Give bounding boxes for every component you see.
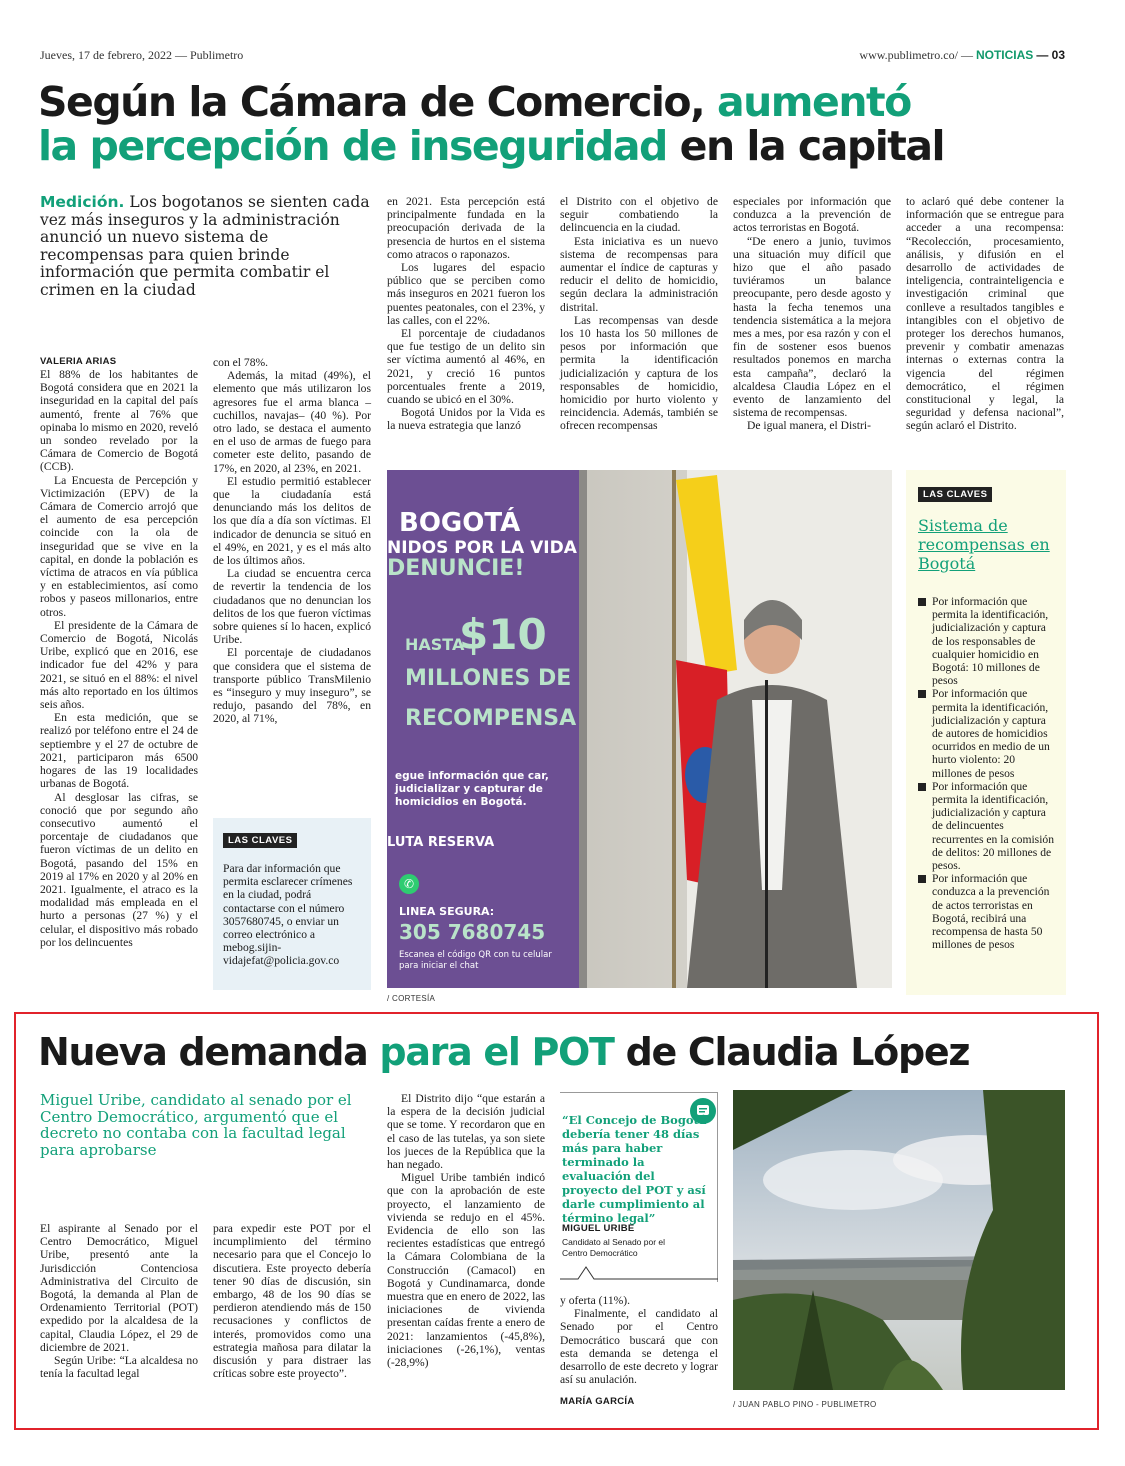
pull-quote-text: “El Concejo de Bogotá debería tener 48 días más para haber terminado la evaluación del proyecto del POT y así darle cumplimiento al término legal” — [562, 1113, 707, 1225]
keys-box-contact — [213, 818, 371, 990]
banner-info: egue información que car, judicializar y capturar de homicidios en Bogotá. — [395, 770, 549, 808]
keys-contact-text: Para dar información que permita esclarecer crímenes en la ciudad, podrá contactarse con el número 3057680745, o enviar un correo electrónico a mebog.sijin-vidajefat@policia.gov.co — [223, 862, 353, 968]
keys-tag: LAS CLAVES — [223, 833, 297, 848]
section-name: NOTICIAS — [975, 48, 1034, 62]
photo1-credit: / CORTESÍA — [387, 994, 436, 1003]
article1-byline: VALERIA ARIAS — [40, 356, 117, 367]
site-url: www.publimetro.co/ — — [859, 48, 973, 62]
banner-phone: 305 7680745 — [399, 920, 546, 944]
article1-col3: en 2021. Esta percepción está principalmente fundada en la preocupación derivada de la presencia de hurtos en el sistema como atracos o raponazos. Los lugares del espacio público que se perciben como más inseguros en 2021 fueron los puentes peatonales, con el 23%, y las calles, con el 22%. El porcentaje de ciudadanos que fue testigo de un delito sin ser víctima aumentó al 46%, en 2021, y creció 16 puntos porcentuales frente a 2019, cuando se ubicó en el 30%. Bogotá Unidos por la Vida es la nueva estrategia que lanzó — [387, 195, 545, 433]
photo-bogota-scene — [733, 1090, 1065, 1390]
page-number: — 03 — [1036, 48, 1065, 62]
whatsapp-icon: ✆ — [399, 874, 419, 894]
article2-col2: para expedir este POT por el incumplimiento del término necesario para que el Concejo lo discutiera. Este proyecto debería tener 90 días de discusión, sin embargo, 48 de los 90 días se perdieron atendiendo más de 150 recusaciones y conflictos de interés, promovidos como una estrategia mañosa para dilatar la discusión y para distraer las críticas sobre este proyecto”. — [213, 1222, 371, 1381]
article2-byline: MARÍA GARCÍA — [560, 1396, 635, 1407]
banner-title: BOGOTÁ — [399, 508, 521, 538]
article1-deck: Medición. Los bogotanos se sienten cada vez más inseguros y la administración anunció un nuevo sistema de recompensas para quien brinde información que permita combatir el crimen en la ciudad — [40, 193, 370, 299]
rewards-list — [918, 595, 1054, 951]
rewards-item: Por información que permita la identificación, judicialización y captura de los responsables de cualquier homicidio en Bogotá: 10 millones de pesos — [918, 595, 1054, 687]
banner-amount: $10 — [459, 610, 547, 659]
pull-quote-box — [560, 1092, 718, 1282]
page-date-line: Jueves, 17 de febrero, 2022 — Publimetro — [40, 48, 244, 62]
article1-col6: to aclaró qué debe contener la información que se entregue para acceder a una recompensa: “Recolección, procesamiento, análisis, y difusión en el desarrollo de actividades de inteligencia, contrainteligencia e investigación criminal que conlleve a resultados tangibles e intangibles con el objetivo de proteger los derechos humanos, prevenir y combatir amenazas internas o externas contra la vigencia del régimen democrático, el régimen constitucional y legal, la seguridad y defensa nacional”, según aclaró el Distrito. — [906, 195, 1064, 433]
banner-reserva: LUTA RESERVA — [387, 835, 495, 850]
article1-col1: El 88% de los habitantes de Bogotá considera que en 2021 la inseguridad en la capital del país aumentó, frente al 76% que opinaba lo mismo en 2020, reveló un sondeo revelado por la Cámara de Comercio de Bogotá (CCB). La Encuesta de Percepción y Victimización (EPV) de la Cámara de Comercio arrojó que el aumento de esa percepción coincide con la ola de inseguridad que se vive en la capital, en donde la población es víctima de atracos en vía pública y en establecimientos, así como robos y paseos millonarios, entre otros. El presidente de la Cámara de Comercio de Bogotá, Nicolás Uribe, explicó que en 2016, ese indicador fue del 42% y para 2021, se situó en el 88%: el nivel más alto reportado en los últimos seis años. En esta medición, que se realizó por teléfono entre el 24 de septiembre y el 27 de octubre de 2021, participaron más 6500 hogares de las 19 localidades urbanas de Bogotá. Al desglosar las cifras, se conoció que por segundo año consecutivo aumentó el porcentaje de ciudadanos que fueron víctimas de un delito en Bogotá, pasando del 15% en 2019 al 17% en 2020 y al 20% en 2021. Igualmente, el atraco es la modalidad más empleada en el hurto a personas (27 %) y el celular, el dispositivo más robado por los delincuentes — [40, 368, 198, 949]
article1-col5: especiales por información que conduzca a la prevención de actos terroristas en Bogotá. “De enero a junio, tuvimos una situación muy difícil que hizo que el año pasado tuviéramos un balance preocupante, pero desde agosto y hasta la fecha tenemos una tendencia sistemática a la mejora mes a mes, por esa razón y con el fin de sostener esos buenos resultados ponemos en marcha esta campaña”, declaró la alcaldesa Claudia López en el evento de lanzamiento del sistema de recompensas. De igual manera, el Distri- — [733, 195, 891, 433]
article2-headline: Nueva demanda para el POT de Claudia López — [38, 1030, 970, 1074]
photo-bogota-landscape — [733, 1090, 1065, 1390]
article2-col4: y oferta (11%). Finalmente, el candidato al Senado por el Centro Democrático buscará que con esta demanda se detenga el desarrollo de este decreto y lograr así su anulación. — [560, 1294, 718, 1387]
banner-recompensa: RECOMPENSA — [405, 706, 577, 731]
banner-linea: LINEA SEGURA: — [399, 905, 495, 918]
photo-mayor-press — [387, 470, 892, 988]
quote-author: MIGUEL URIBE — [562, 1223, 635, 1234]
rewards-item: Por información que permita la identificación, judicialización y captura de delincuentes recurrentes en la comisión de delitos: 20 millones de pesos. — [918, 780, 1054, 872]
keys-box-rewards — [906, 470, 1066, 995]
article2-col1: El aspirante al Senado por el Centro Democrático, Miguel Uribe, presentó ante la Jurisdicción Contenciosa Administrativa del Circuito de Bogotá, la demanda al Plan de Ordenamiento Territorial (POT) expedido por la alcaldesa de la capital, Claudia López, el 29 de diciembre de 2021. Según Uribe: “La alcaldesa no tenía la facultad legal — [40, 1222, 198, 1381]
keys-box-title: Sistema de recompensas en Bogotá — [918, 516, 1050, 573]
article1-col2: con el 78%. Además, la mitad (49%), el elemento que más utilizaron los agresores fue el arma blanca – cuchillos, navajas– (40 %). Por otro lado, se destaca el aumento en el uso de armas de fuego para cometer este delito, pasando de 17%, en 2020, al 23%, en 2021. El estudio permitió establecer que la ciudadanía está denunciando más los delitos de los que día a día son víctimas. El indicador de denuncia se situó en el 49%, en 2021, y es el más alto de los últimos años. La ciudad se encuentra cerca de revertir la tendencia de los ciudadanos que no denuncian los delitos de los que fueron víctimas sobre quienes sí lo hacen, explicó Uribe. El porcentaje de ciudadanos que considera que el sistema de transporte público TransMilenio es “inseguro y muy inseguro”, se redujo, pasando del 78%, en 2020, al 71%, — [213, 356, 371, 726]
article2-col3: El Distrito dijo “que estarán a la espera de la decisión judicial que se tome. Y recordaron que en el caso de las tutelas, ya son siete los jueces de la República que la han negado. Miguel Uribe también indicó que con la aprobación de este proyecto, el lanzamiento de vivienda se redujo en el 45%. Evidencia de ello son las recientes estadísticas que entregó la Cámara Colombiana de la Construcción (Camacol) en Bogotá y Cundinamarca, donde muestra que en enero de 2022, las iniciaciones de vivienda presentan caídas frente a enero de 2021: lanzamientos (-45,8%), iniciaciones (-26,1%), ventas (-28,9%) — [387, 1092, 545, 1370]
banner-millones: MILLONES DE — [405, 666, 572, 691]
keys-tag: LAS CLAVES — [918, 487, 992, 502]
banner-hasta: HASTA — [405, 635, 465, 654]
rewards-item: Por información que conduzca a la prevención de actos terroristas en Bogotá, recibirá una recompensa de hasta 50 millones de pesos — [918, 872, 1054, 951]
banner-denuncie: DENUNCIE! — [387, 556, 525, 581]
rewards-item: Por información que permita la identificación, judicialización y captura de autores de homicidios ocurridos en medio de un hurto violento: 20 millones de pesos — [918, 687, 1054, 779]
article1-headline: Según la Cámara de Comercio, aumentó la percepción de inseguridad en la capital — [38, 78, 945, 170]
page-section-line — [859, 48, 1065, 63]
banner-subtitle: NIDOS POR LA VIDA — [387, 538, 577, 558]
quote-role: Candidato al Senado por el Centro Democrático — [562, 1237, 666, 1258]
article1-col4: el Distrito con el objetivo de seguir combatiendo la delincuencia en la ciudad. Esta iniciativa es un nuevo sistema de recompensas para aumentar el índice de capturas y reducir el delito de homicidio, según declara la administración distrital. Las recompensas van desde los 10 hasta los 50 millones de pesos por información que permita la identificación judicialización y captura de los responsables de homicidio, homicidio por hurto violento y reincidencia. Además, también se ofrecen recompensas — [560, 195, 718, 433]
article2-deck: Miguel Uribe, candidato al senado por el Centro Democrático, argumentó que el decreto no contaba con la facultad legal para aprobarse — [40, 1091, 352, 1159]
banner-qr: Escanea el código QR con tu celular para iniciar el chat — [399, 950, 552, 971]
quote-divider-icon — [560, 1261, 718, 1281]
photo2-credit: / JUAN PABLO PINO - PUBLIMETRO — [733, 1400, 877, 1409]
